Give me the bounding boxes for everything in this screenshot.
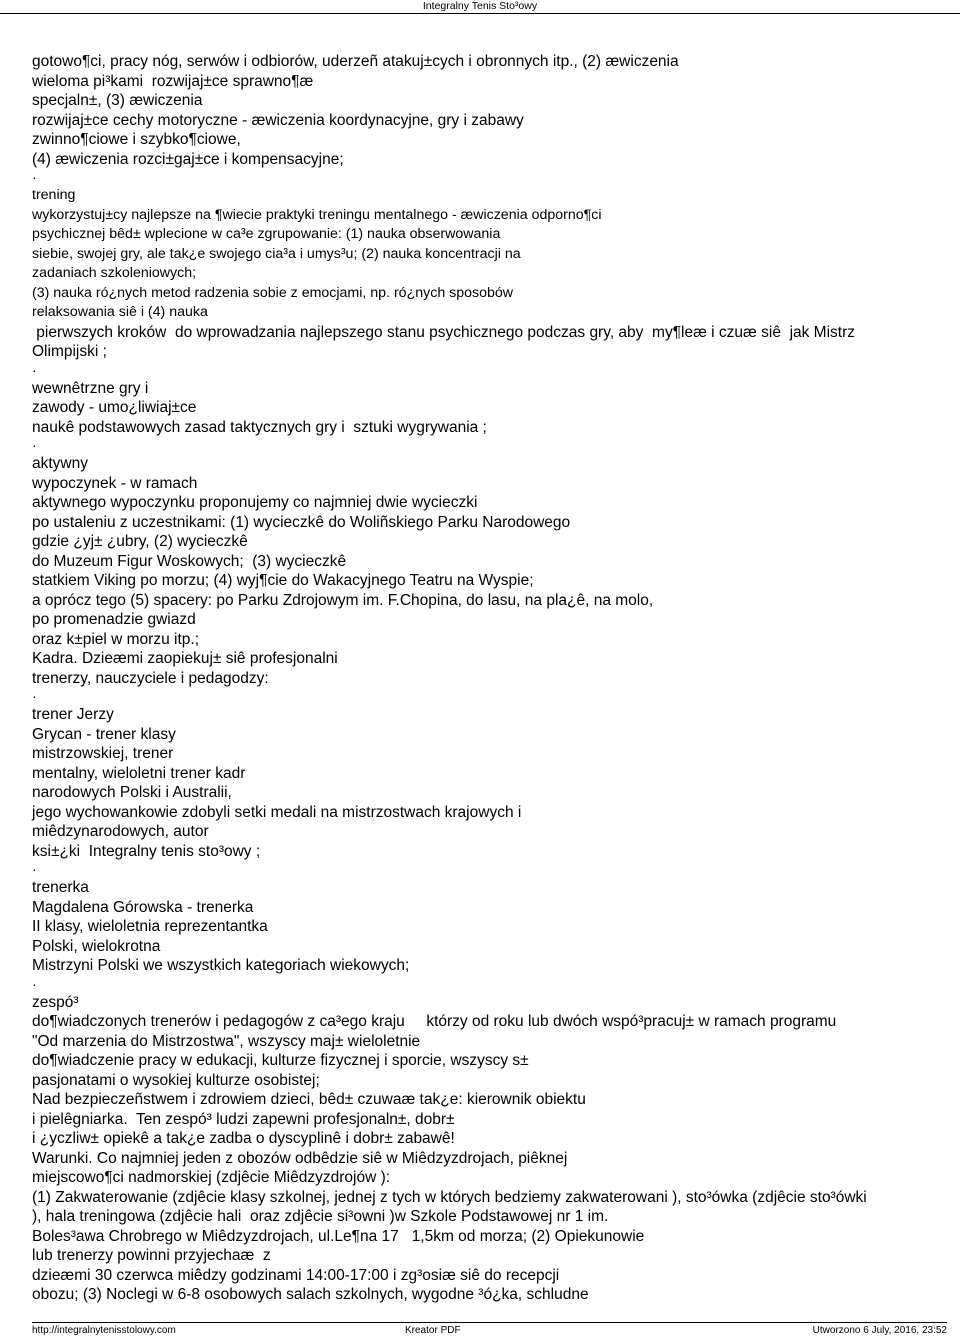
text-line: naukê podstawowych zasad taktycznych gry i sztuki wygrywania ; <box>32 418 487 436</box>
text-line: siebie, swojej gry, ale tak¿e swojego cia³a i umys³u; (2) nauka koncentracji na <box>32 245 521 262</box>
text-line: po promenadzie gwiazd <box>32 611 196 628</box>
text-line: oraz k±piel w morzu itp.; <box>32 630 200 648</box>
text-line: psychicznej bêd± wplecione w ca³e zgrupowanie: (1) nauka obserwowania <box>32 226 501 242</box>
text-line: specjaln±, (3) æwiczenia <box>32 92 203 109</box>
footer-creator: Kreator PDF <box>405 1325 461 1336</box>
text-line: do Muzeum Figur Woskowych; (3) wycieczkê <box>32 552 347 570</box>
header-title: Integralny Tenis Sto³owy <box>422 0 538 12</box>
text-line: Grycan - trener klasy <box>32 725 176 743</box>
text-line: trener Jerzy <box>32 706 114 723</box>
text-line: wykorzystuj±cy najlepsze na ¶wiecie praktyki treningu mentalnego - æwiczenia odporno¶ci <box>32 206 602 223</box>
text-line: Olimpijski ; <box>32 343 107 360</box>
text-line: "Od marzenia do Mistrzostwa", wszyscy maj± wieloletnie <box>32 1032 421 1050</box>
text-line: lub trenerzy powinni przyjechaæ z <box>32 1247 271 1264</box>
text-line: mentalny, wieloletni trener kadr <box>32 764 246 782</box>
text-line: pierwszych kroków do wprowadzania najlepszego stanu psychicznego podczas gry, aby my¶leæ i czuæ siê jak Mistrz <box>32 323 856 341</box>
text-line: aktywnego wypoczynku proponujemy co najmniej dwie wycieczki <box>32 494 478 511</box>
text-line: a oprócz tego (5) spacery: po Parku Zdrojowym im. F.Chopina, do lasu, na pla¿ê, na molo, <box>32 591 654 609</box>
page-header <box>0 0 960 13</box>
text-line: trening <box>32 187 76 203</box>
text-line: dzieæmi 30 czerwca miêdzy godzinami 14:00-17:00 i zg³osiæ siê do recepcji <box>32 1266 560 1284</box>
text-line: II klasy, wieloletnia reprezentantka <box>32 918 268 935</box>
text-line: trenerzy, nauczyciele i pedagodzy: <box>32 669 269 687</box>
text-line: Magdalena Górowska - trenerka <box>32 898 254 916</box>
footer-rule <box>32 1322 947 1323</box>
bullet-marker: · <box>32 437 37 453</box>
bullet-marker: · <box>32 361 37 378</box>
text-line: (3) nauka ró¿nych metod radzenia sobie z emocjami, np. ró¿nych sposobów <box>32 284 514 301</box>
text-line: wieloma pi³kami rozwijaj±ce sprawno¶æ <box>32 72 314 90</box>
text-line: narodowych Polski i Australii, <box>32 784 232 801</box>
header-rule <box>0 13 960 14</box>
text-line: Boles³awa Chrobrego w Miêdzyzdrojach, ul.Le¶na 17 1,5km od morza; (2) Opiekunowie <box>32 1227 645 1245</box>
text-line: do¶wiadczenie pracy w edukacji, kulturze fizycznej i sporcie, wszyscy s± <box>32 1052 529 1069</box>
text-line: po ustaleniu z uczestnikami: (1) wycieczkê do Woliñskiego Parku Narodowego <box>32 513 571 531</box>
text-line: statkiem Viking po morzu; (4) wyj¶cie do Wakacyjnego Teatru na Wyspie; <box>32 572 534 589</box>
bullet-marker: · <box>32 169 37 185</box>
text-line: trenerka <box>32 879 89 896</box>
text-line: relaksowania siê i (4) nauka <box>32 304 208 320</box>
text-line: do¶wiadczonych trenerów i pedagogów z ca³ego kraju którzy od roku lub dwóch wspó³pracuj± w ramach programu <box>32 1013 837 1030</box>
text-line: gdzie ¿yj± ¿ubry, (2) wycieczkê <box>32 533 248 550</box>
text-line: miejscowo¶ci nadmorskiej (zdjêcie Miêdzyzdrojów ): <box>32 1169 391 1186</box>
text-line: (4) æwiczenia rozci±gaj±ce i kompensacyjne; <box>32 150 344 168</box>
text-line: pasjonatami o wysokiej kulturze osobistej; <box>32 1071 320 1089</box>
text-line: ksi±¿ki Integralny tenis sto³owy ; <box>32 842 261 860</box>
text-line: obozu; (3) Noclegi w 6-8 osobowych salach szkolnych, wygodne ³ó¿ka, schludne <box>32 1286 589 1303</box>
text-line: Mistrzyni Polski we wszystkich kategoriach wiekowych; <box>32 957 410 974</box>
text-line: mistrzowskiej, trener <box>32 745 174 762</box>
text-line: aktywny <box>32 455 88 472</box>
text-line: jego wychowankowie zdobyli setki medali na mistrzostwach krajowych i <box>32 803 522 821</box>
text-line: zwinno¶ciowe i szybko¶ciowe, <box>32 131 241 148</box>
footer-created-date: Utworzono 6 July, 2016, 23:52 <box>812 1325 947 1336</box>
document-body <box>32 52 947 1305</box>
text-line: Warunki. Co najmniej jeden z obozów odbêdzie siê w Miêdzyzdrojach, piêknej <box>32 1149 568 1167</box>
text-line: zespó³ <box>32 993 79 1011</box>
text-line: gotowo¶ci, pracy nóg, serwów i odbiorów, uderzeñ atakuj±cych i obronnych itp., (2) æwiczenia <box>32 53 679 70</box>
text-line: wypoczynek - w ramach <box>32 474 198 492</box>
text-line: (1) Zakwaterowanie (zdjêcie klasy szkolnej, jednej z tych w których bedziemy zakwaterowani ), sto³ówka (zdjêcie sto³ówki <box>32 1188 867 1206</box>
bullet-marker: · <box>32 975 37 992</box>
text-line: Polski, wielokrotna <box>32 937 161 955</box>
bullet-marker: · <box>32 861 37 877</box>
text-line: wewnêtrzne gry i <box>32 379 149 397</box>
bullet-marker: · <box>32 688 37 704</box>
text-line: zawody - umo¿liwiaj±ce <box>32 399 197 416</box>
text-line: ), hala treningowa (zdjêcie hali oraz zdjêcie si³owni )w Szkole Podstawowej nr 1 im. <box>32 1208 609 1225</box>
text-line: Nad bezpieczeñstwem i zdrowiem dzieci, bêd± czuwaæ tak¿e: kierownik obiektu <box>32 1091 586 1108</box>
text-line: i pielêgniarka. Ten zespó³ ludzi zapewni profesjonaln±, dobr± <box>32 1110 455 1128</box>
text-line: rozwijaj±ce cechy motoryczne - æwiczenia koordynacyjne, gry i zabawy <box>32 111 524 129</box>
footer-url-link[interactable]: http://integralnytenisstolowy.com <box>32 1325 176 1336</box>
text-line: zadaniach szkoleniowych; <box>32 265 197 281</box>
page-footer <box>32 1325 947 1337</box>
text-line: Kadra. Dzieæmi zaopiekuj± siê profesjonalni <box>32 650 338 667</box>
text-line: miêdzynarodowych, autor <box>32 823 209 840</box>
text-line: i ¿yczliw± opiekê a tak¿e zadba o dyscyplinê i dobr± zabawê! <box>32 1130 455 1147</box>
